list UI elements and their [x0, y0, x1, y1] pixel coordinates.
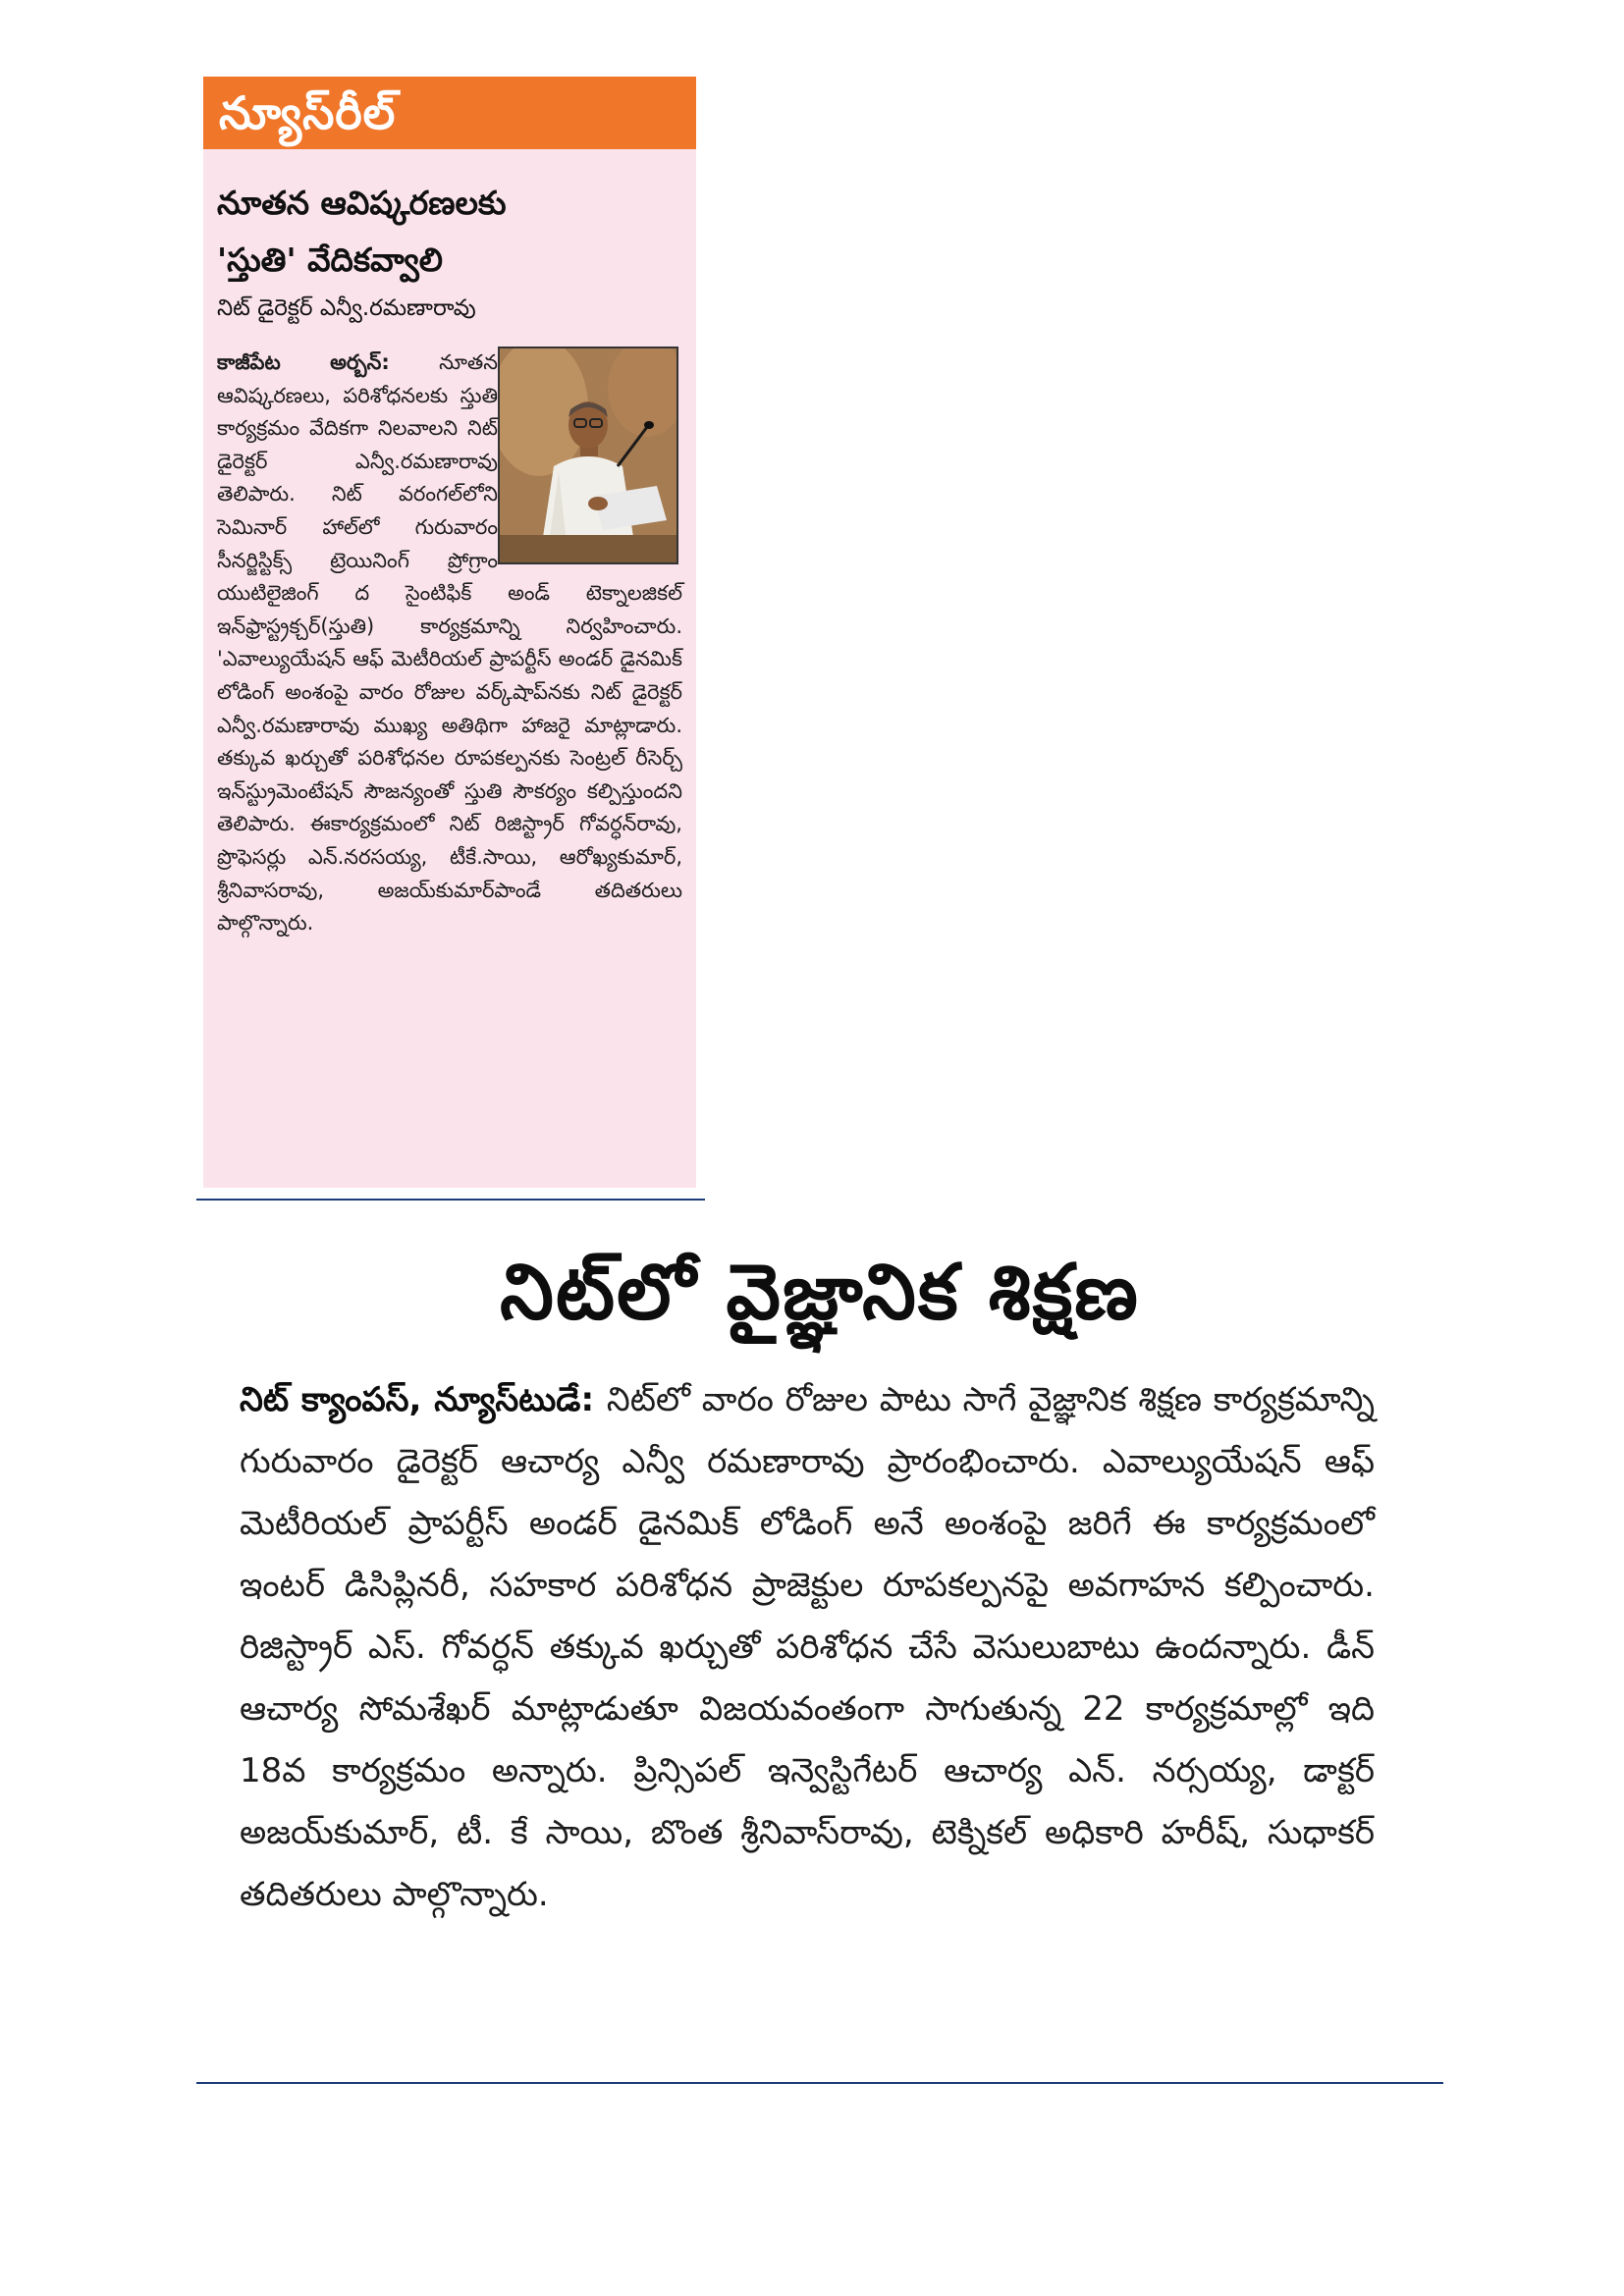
clipping2-headline: నిట్‌లో వైజ్ఞానిక శిక్షణ — [500, 1249, 1140, 1337]
clipping2-bottom-rule — [196, 2082, 1443, 2084]
clipping1-bottom-rule — [196, 1199, 705, 1201]
director-photo — [498, 347, 678, 564]
clipping1-body-text: నూతన ఆవిష్కరణలు, పరిశోధనలకు స్తుతి కార్యక్రమం వేదికగా నిలవాలని నిట్ డైరెక్టర్ ఎన్వీ.రమణారావు తెలిపారు. నిట్ వరంగల్‌లోని సెమినార్ హాల్‌లో గురువారం సీనర్జిస్టిక్స్ ట్రెయినింగ్ ప్రోగ్రాం యుటిలైజింగ్ ద సైంటిఫిక్ అండ్ టెక్నాలజికల్ ఇన్‌ఫ్రాస్ట్రక్చర్(స్తుతి) కార్యక్రమాన్ని నిర్వహించారు. 'ఎవాల్యుయేషన్ ఆఫ్ మెటీరియల్ ప్రాపర్టీస్ అండర్ డైనమిక్ లోడింగ్ అంశంపై వారం రోజుల వర్క్‌షాప్‌నకు నిట్ డైరెక్టర్ ఎన్వీ.రమణారావు ముఖ్య అతిథిగా హాజరై మాట్లాడారు. తక్కువ ఖర్చుతో పరిశోధనల రూపకల్పనకు సెంట్రల్ రీసెర్చ్ ఇన్‌స్ట్రుమెంటేషన్ సౌజన్యంతో స్తుతి సౌకర్యం కల్పిస్తుందని తెలిపారు. ఈకార్యక్రమంలో నిట్ రిజిస్ట్రార్ గోవర్ధన్‌రావు, ప్రొఫెసర్లు ఎన్.నరసయ్య, టీకే.సాయి, ఆరోఖ్యకుమార్, శ్రీనివాసరావు, అజయ్‌కుమార్‌పాండే తదితరులు పాల్గొన్నారు. — [217, 350, 682, 935]
clipping1-dateline: కాజీపేట అర్బన్: — [217, 350, 440, 374]
headline-line-2: 'స్తుతి' వేదికవ్వాలి — [217, 240, 443, 279]
clipping2-body-text: నిట్‌లో వారం రోజుల పాటు సాగే వైజ్ఞానిక శిక్షణ కార్యక్రమాన్ని గురువారం డైరెక్టర్ ఆచార్య ఎన్వీ రమణారావు ప్రారంభించారు. ఎవాల్యుయేషన్ ఆఫ్ మెటీరియల్ ప్రాపర్టీస్ అండర్ డైనమిక్ లోడింగ్ అనే అంశంపై జరిగే ఈ కార్యక్రమంలో ఇంటర్ డిసిప్లినరీ, సహకార పరిశోధన ప్రాజెక్టుల రూపకల్పనపై అవగాహన కల్పించారు. రిజిస్ట్రార్ ఎస్. గోవర్ధన్ తక్కువ ఖర్చుతో పరిశోధన చేసే వెసులుబాటు ఉందన్నారు. డీన్ ఆచార్య సోమశేఖర్ మాట్లాడుతూ విజయవంతంగా సాగుతున్న 22 కార్యక్రమాల్లో ఇది 18వ కార్యక్రమం అన్నారు. ప్రిన్సిపల్ ఇన్వెస్టిగేటర్ ఆచార్య ఎన్. నర్సయ్య, డాక్టర్ అజయ్‌కుమార్, టీ. కే సాయి, బొంత శ్రీనివాస్‌రావు, టెక్నికల్ అధికారి హరీష్, సుధాకర్ తదితరులు పాల్గొన్నారు. — [240, 1380, 1375, 1914]
clipping2-article-body — [240, 1369, 1375, 1926]
director-speaking-illustration — [500, 348, 677, 562]
clipping1-subheadline: నిట్ డైరెక్టర్ ఎన్వీ.రమణారావు — [217, 295, 476, 321]
section-banner: న్యూస్‌రీల్ — [203, 77, 696, 149]
headline-line-1: నూతన ఆవిష్కరణలకు — [217, 184, 507, 222]
clipping1-headline — [203, 175, 696, 289]
clipping2-dateline: నిట్ క్యాంపస్, న్యూస్‌టుడే: — [240, 1380, 607, 1419]
newsreel-clipping — [203, 77, 696, 1188]
